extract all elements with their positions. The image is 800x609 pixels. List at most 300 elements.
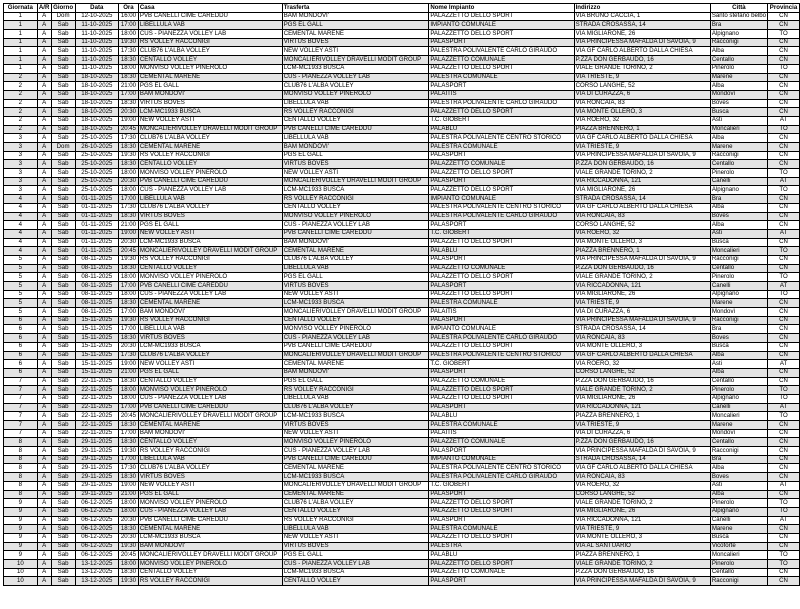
cell-giornata: 4 (4, 203, 38, 212)
header-giorno: Giorno (53, 3, 74, 11)
cell-data: 06-12-2025 (75, 542, 118, 551)
cell-ora: 18:00 (119, 507, 139, 516)
cell-indirizzo: CORSO LANGHE, 52 (574, 368, 710, 377)
cell-ar: A (37, 507, 51, 516)
table-row (4, 308, 800, 317)
cell-provincia: CN (768, 73, 800, 82)
cell-data: 22-11-2025 (75, 421, 118, 430)
cell-citta: Marene (710, 299, 767, 308)
cell-data: 29-11-2025 (75, 455, 118, 464)
cell-ora: 20:30 (119, 177, 139, 186)
cell-giorno: Sab (51, 438, 75, 447)
cell-ora: 18:00 (119, 64, 139, 73)
cell-ora: 21:00 (119, 221, 139, 230)
cell-data: 22-11-2025 (75, 403, 118, 412)
cell-ar: A (37, 212, 51, 221)
cell-indirizzo: CORSO LANGHE, 52 (574, 221, 710, 230)
cell-casa: NEW VOLLEY ASTI (138, 229, 282, 238)
cell-giornata: 2 (4, 90, 38, 99)
cell-giorno: Sab (51, 186, 75, 195)
cell-trasferta: CLUB76 L'ALBA VOLLEY (282, 403, 429, 412)
cell-trasferta: MONCALIERIVOLLEY DRAVELLI MODIT GROUP (282, 308, 429, 317)
cell-trasferta: PGS EL GALL (282, 151, 429, 160)
cell-indirizzo: VIALE GRANDE TORINO, 2 (574, 560, 710, 569)
cell-casa: CENTALLO VOLLEY (138, 377, 282, 386)
table-row (4, 151, 800, 160)
cell-provincia: CN (768, 351, 800, 360)
cell-indirizzo: CORSO LANGHE, 52 (574, 82, 710, 91)
header-nome-impianto: Nome Impianto (429, 4, 574, 13)
cell-giornata: 8 (4, 464, 38, 473)
cell-trasferta: CLUB76 L'ALBA VOLLEY (282, 255, 429, 264)
cell-data: 01-11-2025 (75, 212, 118, 221)
cell-giornata: 5 (4, 299, 38, 308)
cell-trasferta: MONCALIERIVOLLEY DRAVELLI MODIT GROUP (282, 56, 429, 65)
cell-trasferta: RS VOLLEY RACCONIGI (282, 386, 429, 395)
table-row (4, 212, 800, 221)
cell-giorno: Sab (51, 273, 75, 282)
cell-giorno: Sab (51, 507, 75, 516)
cell-citta: Racconigi (710, 577, 767, 586)
table-row (4, 464, 800, 473)
cell-citta: Alpignano (710, 507, 767, 516)
cell-provincia: CN (768, 429, 800, 438)
cell-provincia: AT (768, 229, 800, 238)
cell-indirizzo: VIA PRINCIPESSA MAFALDA DI SAVOIA, 9 (574, 447, 710, 456)
cell-provincia: CN (768, 421, 800, 430)
cell-ora: 21:00 (119, 368, 139, 377)
cell-nome-impianto: PALAZZETTO DELLO SPORT (429, 30, 574, 39)
cell-indirizzo: PIAZZA BRENNERO, 1 (574, 551, 710, 560)
cell-citta: Boves (710, 212, 767, 221)
cell-casa: CENTALLO VOLLEY (138, 438, 282, 447)
cell-casa: MONCALIERIVOLLEY DRAVELLI MODIT GROUP (138, 125, 282, 134)
cell-provincia: CN (768, 143, 800, 152)
cell-giorno: Sab (51, 212, 75, 221)
table-row (4, 160, 800, 169)
cell-giornata: 5 (4, 308, 38, 317)
cell-casa: CUS - PIANEZZA VOLLEY LAB (138, 30, 282, 39)
cell-citta: Alba (710, 47, 767, 56)
cell-trasferta: MONVISO VOLLEY PINEROLO (282, 438, 429, 447)
cell-nome-impianto: PALAZZETTO DELLO SPORT (429, 186, 574, 195)
cell-giornata: 1 (4, 64, 38, 73)
cell-casa: PGS EL GALL (138, 82, 282, 91)
cell-provincia: CN (768, 12, 800, 21)
cell-provincia: AT (768, 282, 800, 291)
cell-data: 18-10-2025 (75, 125, 118, 134)
cell-giorno: Sab (51, 255, 75, 264)
cell-casa: NEW VOLLEY ASTI (138, 116, 282, 125)
cell-giorno: Sab (51, 394, 75, 403)
table-row (4, 99, 800, 108)
cell-data: 25-10-2025 (75, 160, 118, 169)
cell-citta: Alba (710, 464, 767, 473)
table-row (4, 568, 800, 577)
cell-data: 25-10-2025 (75, 186, 118, 195)
cell-ora: 17:30 (119, 47, 139, 56)
cell-provincia: TO (768, 499, 800, 508)
cell-giorno: Dom (51, 12, 75, 21)
cell-ar: A (37, 282, 51, 291)
cell-casa: CEMENTAL MARENE (138, 299, 282, 308)
cell-ora: 18:30 (119, 299, 139, 308)
cell-trasferta: MONCALIERIVOLLEY DRAVELLI MODIT GROUP (282, 177, 429, 186)
cell-giornata: 2 (4, 99, 38, 108)
cell-citta: Canelli (710, 403, 767, 412)
cell-ora: 18:00 (119, 394, 139, 403)
cell-giorno: Sab (51, 195, 75, 204)
cell-indirizzo: VIA PRINCIPESSA MAFALDA DI SAVOIA, 9 (574, 38, 710, 47)
cell-giornata: 10 (4, 560, 38, 569)
cell-giornata: 3 (4, 151, 38, 160)
cell-giornata: 2 (4, 82, 38, 91)
table-row (4, 290, 800, 299)
cell-trasferta: RS VOLLEY RACCONIGI (282, 516, 429, 525)
cell-indirizzo: VIA RONCAIA, 83 (574, 334, 710, 343)
cell-nome-impianto: PALESTRA POLIVALENTE CARLO GIRAUDO (429, 334, 574, 343)
cell-provincia: CN (768, 377, 800, 386)
cell-data: 08-11-2025 (75, 273, 118, 282)
cell-nome-impianto: PALASPORT (429, 82, 574, 91)
table-row (4, 421, 800, 430)
cell-nome-impianto: PALASPORT (429, 577, 574, 586)
table-row (4, 125, 800, 134)
cell-giorno: Sab (51, 447, 75, 456)
cell-giorno: Sab (51, 160, 75, 169)
cell-citta: Alpignano (710, 394, 767, 403)
table-row (4, 473, 800, 482)
cell-ar: A (37, 490, 51, 499)
cell-nome-impianto: T.C. GIOBERT (429, 360, 574, 369)
cell-trasferta: LIBELLULA VAB (282, 134, 429, 143)
cell-nome-impianto: PALESTRA POLIVALENTE CARLO GIRAUDO (429, 212, 574, 221)
cell-ora: 19:30 (119, 38, 139, 47)
cell-ar: A (37, 99, 51, 108)
cell-giornata: 5 (4, 290, 38, 299)
cell-indirizzo: VIA GF CARLO ALBERTO DALLA CHIESA (574, 134, 710, 143)
cell-nome-impianto: PALESTRA COMUNALE (429, 525, 574, 534)
cell-giorno: Sab (51, 169, 75, 178)
cell-ar: A (37, 429, 51, 438)
cell-indirizzo: VIALE GRANDE TORINO, 2 (574, 169, 710, 178)
cell-citta: Alpignano (710, 290, 767, 299)
cell-ora: 20:30 (119, 516, 139, 525)
cell-data: 06-12-2025 (75, 516, 118, 525)
cell-indirizzo: PIAZZA BRENNERO, 1 (574, 412, 710, 421)
cell-trasferta: CUS - PIANEZZA VOLLEY LAB (282, 447, 429, 456)
cell-giorno: Sab (51, 47, 75, 56)
cell-trasferta: PGS EL GALL (282, 21, 429, 30)
cell-casa: CEMENTAL MARENE (138, 525, 282, 534)
cell-provincia: CN (768, 299, 800, 308)
cell-ar: A (37, 299, 51, 308)
header-ora: Ora (119, 4, 139, 13)
cell-ar: A (37, 186, 51, 195)
cell-citta: Centallo (710, 56, 767, 65)
cell-giorno: Sab (51, 568, 75, 577)
cell-ar: A (37, 542, 51, 551)
table-row (4, 177, 800, 186)
table-row (4, 73, 800, 82)
cell-data: 08-11-2025 (75, 299, 118, 308)
cell-indirizzo: VIA RONCAIA, 83 (574, 473, 710, 482)
cell-ar: A (37, 160, 51, 169)
cell-ar: A (37, 377, 51, 386)
cell-casa: NEW VOLLEY ASTI (138, 481, 282, 490)
cell-data: 11-10-2025 (75, 30, 118, 39)
cell-data: 15-11-2025 (75, 334, 118, 343)
table-row (4, 38, 800, 47)
cell-citta: Asti (710, 116, 767, 125)
cell-ora: 18:00 (119, 386, 139, 395)
cell-data: 18-10-2025 (75, 73, 118, 82)
cell-trasferta: VIRTUS BOVES (282, 160, 429, 169)
cell-indirizzo: VIA MONTE OLLERO, 3 (574, 238, 710, 247)
cell-provincia: CN (768, 308, 800, 317)
cell-giorno: Sab (51, 151, 75, 160)
cell-trasferta: BAM MONDOVI' (282, 143, 429, 152)
cell-nome-impianto: PALESTRA POLIVALENTE CENTRO STORICO (429, 464, 574, 473)
cell-data: 06-12-2025 (75, 533, 118, 542)
cell-ar: A (37, 151, 51, 160)
cell-indirizzo: VIA GF CARLO ALBERTO DALLA CHIESA (574, 464, 710, 473)
table-row (4, 90, 800, 99)
cell-casa: RS VOLLEY RACCONIGI (138, 151, 282, 160)
cell-giorno: Sab (51, 229, 75, 238)
cell-provincia: TO (768, 290, 800, 299)
table-row (4, 282, 800, 291)
cell-trasferta: LIBELLULA VAB (282, 394, 429, 403)
cell-citta: Racconigi (710, 38, 767, 47)
cell-trasferta: LCM-MC1933 BUSCA (282, 186, 429, 195)
cell-provincia: TO (768, 560, 800, 569)
cell-citta: Moncalieri (710, 551, 767, 560)
cell-ar: A (37, 334, 51, 343)
schedule-table (3, 3, 800, 586)
cell-data: 26-10-2025 (75, 143, 118, 152)
cell-indirizzo: P.ZZA DON GERBAUDO, 16 (574, 160, 710, 169)
table-row (4, 447, 800, 456)
cell-giornata: 3 (4, 143, 38, 152)
cell-ora: 18:00 (119, 30, 139, 39)
cell-ar: A (37, 56, 51, 65)
cell-trasferta: CENTALLO VOLLEY (282, 203, 429, 212)
cell-ar: A (37, 73, 51, 82)
cell-trasferta: MONCALIERIVOLLEY DRAVELLI MODIT GROUP (282, 481, 429, 490)
cell-casa: LCM-MC1933 BUSCA (138, 238, 282, 247)
cell-ar: A (37, 221, 51, 230)
cell-nome-impianto: PALAZZETTO COMUNALE (429, 160, 574, 169)
cell-indirizzo: VIA DI CURAZZA, 6 (574, 429, 710, 438)
cell-nome-impianto: PALAZZETTO DELLO SPORT (429, 499, 574, 508)
cell-indirizzo: VIALE GRANDE TORINO, 2 (574, 499, 710, 508)
cell-provincia: CN (768, 334, 800, 343)
cell-citta: Boves (710, 99, 767, 108)
cell-provincia: TO (768, 64, 800, 73)
cell-ar: A (37, 360, 51, 369)
cell-casa: VIRTUS BOVES (138, 212, 282, 221)
cell-giornata: 5 (4, 255, 38, 264)
cell-indirizzo: VIA TRIESTE, 9 (574, 299, 710, 308)
cell-indirizzo: STRADA CROSASSA, 14 (574, 21, 710, 30)
cell-citta: Canelli (710, 177, 767, 186)
cell-indirizzo: VIA MONTE OLLERO, 3 (574, 342, 710, 351)
cell-data: 06-12-2025 (75, 551, 118, 560)
cell-citta: Centallo (710, 377, 767, 386)
cell-ora: 17:00 (119, 403, 139, 412)
cell-indirizzo: PIAZZA BRENNERO, 1 (574, 247, 710, 256)
cell-nome-impianto: PALASPORT (429, 177, 574, 186)
cell-ar: A (37, 264, 51, 273)
cell-trasferta: PVB CANELLI CIME CAREDDU (282, 455, 429, 464)
cell-trasferta: CENTALLO VOLLEY (282, 507, 429, 516)
cell-giorno: Sab (51, 455, 75, 464)
cell-trasferta: NEW VOLLEY ASTI (282, 47, 429, 56)
cell-giornata: 8 (4, 455, 38, 464)
cell-citta: Pinerolo (710, 273, 767, 282)
cell-giorno: Sab (51, 533, 75, 542)
cell-giornata: 1 (4, 12, 38, 21)
cell-provincia: CN (768, 525, 800, 534)
cell-provincia: CN (768, 99, 800, 108)
cell-data: 22-11-2025 (75, 386, 118, 395)
cell-provincia: CN (768, 533, 800, 542)
cell-provincia: CN (768, 82, 800, 91)
cell-nome-impianto: PALASPORT (429, 516, 574, 525)
cell-giorno: Sab (51, 316, 75, 325)
cell-data: 29-11-2025 (75, 447, 118, 456)
header-giornata: Giornata (4, 4, 38, 13)
cell-ar: A (37, 125, 51, 134)
cell-data: 06-12-2025 (75, 507, 118, 516)
cell-data: 29-11-2025 (75, 490, 118, 499)
cell-casa: LIBELLULA VAB (138, 455, 282, 464)
cell-data: 11-10-2025 (75, 38, 118, 47)
cell-trasferta: NEW VOLLEY ASTI (282, 290, 429, 299)
cell-trasferta: CUS - PIANEZZA VOLLEY LAB (282, 560, 429, 569)
cell-giornata: 4 (4, 195, 38, 204)
cell-casa: CLUB76 L'ALBA VOLLEY (138, 47, 282, 56)
cell-indirizzo: VIA PRINCIPESSA MAFALDA DI SAVOIA, 9 (574, 316, 710, 325)
cell-ar: A (37, 169, 51, 178)
cell-nome-impianto: PALAZZETTO DELLO SPORT (429, 12, 574, 21)
cell-provincia: TO (768, 247, 800, 256)
cell-trasferta: LIBELLULA VAB (282, 99, 429, 108)
cell-nome-impianto: PALASPORT (429, 368, 574, 377)
cell-casa: CENTALLO VOLLEY (138, 264, 282, 273)
table-row (4, 203, 800, 212)
table-row (4, 299, 800, 308)
cell-trasferta: LIBELLULA VAB (282, 264, 429, 273)
cell-nome-impianto: PALASPORT (429, 447, 574, 456)
cell-nome-impianto: T.C. GIOBERT (429, 481, 574, 490)
cell-provincia: TO (768, 186, 800, 195)
cell-nome-impianto: PALAZZETTO DELLO SPORT (429, 108, 574, 117)
cell-ora: 18:30 (119, 99, 139, 108)
header-citta: Città (710, 4, 767, 13)
cell-ora: 20:45 (119, 125, 139, 134)
table-row (4, 438, 800, 447)
cell-giornata: 1 (4, 30, 38, 39)
cell-ar: A (37, 255, 51, 264)
cell-ar: A (37, 30, 51, 39)
cell-giornata: 4 (4, 229, 38, 238)
cell-ora: 17:00 (119, 429, 139, 438)
cell-casa: PGS EL GALL (138, 368, 282, 377)
cell-casa: CENTALLO VOLLEY (138, 568, 282, 577)
cell-nome-impianto: PALAZZETTO DELLO SPORT (429, 290, 574, 299)
cell-citta: Mondovì (710, 308, 767, 317)
cell-ora: 20:45 (119, 412, 139, 421)
cell-casa: CUS - PIANEZZA VOLLEY LAB (138, 290, 282, 299)
cell-casa: CUS - PIANEZZA VOLLEY LAB (138, 507, 282, 516)
cell-giornata: 2 (4, 73, 38, 82)
cell-ar: A (37, 177, 51, 186)
cell-casa: BAM MONDOVI' (138, 542, 282, 551)
cell-ora: 18:30 (119, 334, 139, 343)
cell-provincia: CN (768, 21, 800, 30)
cell-provincia: CN (768, 221, 800, 230)
cell-giorno: Sab (51, 499, 75, 508)
cell-nome-impianto: PALAZZETTO COMUNALE (429, 264, 574, 273)
cell-trasferta: RS VOLLEY RACCONIGI (282, 108, 429, 117)
cell-ora: 18:00 (119, 560, 139, 569)
cell-provincia: AT (768, 360, 800, 369)
table-row (4, 325, 800, 334)
cell-giornata: 4 (4, 247, 38, 256)
cell-casa: BAM MONDOVI' (138, 429, 282, 438)
cell-citta: Bra (710, 325, 767, 334)
cell-ar: A (37, 368, 51, 377)
cell-provincia: CN (768, 542, 800, 551)
cell-nome-impianto: PALAITIS (429, 429, 574, 438)
cell-ar: A (37, 412, 51, 421)
cell-provincia: CN (768, 325, 800, 334)
cell-trasferta: CEMENTAL MARENE (282, 464, 429, 473)
cell-giornata: 2 (4, 108, 38, 117)
cell-citta: Moncalieri (710, 247, 767, 256)
cell-ora: 20:30 (119, 342, 139, 351)
cell-giornata: 4 (4, 221, 38, 230)
cell-giorno: Sab (51, 377, 75, 386)
table-row (4, 507, 800, 516)
cell-trasferta: MONCALIERIVOLLEY DRAVELLI MODIT GROUP (282, 351, 429, 360)
cell-provincia: TO (768, 412, 800, 421)
cell-nome-impianto: PALAZZETTO DELLO SPORT (429, 394, 574, 403)
cell-ar: A (37, 455, 51, 464)
cell-ora: 18:30 (119, 143, 139, 152)
cell-data: 01-11-2025 (75, 238, 118, 247)
cell-giornata: 5 (4, 273, 38, 282)
cell-indirizzo: VIA RICCADONNA, 121 (574, 516, 710, 525)
cell-giornata: 9 (4, 525, 38, 534)
table-row (4, 316, 800, 325)
cell-casa: PVB CANELLI CIME CAREDDU (138, 516, 282, 525)
cell-data: 08-11-2025 (75, 255, 118, 264)
cell-provincia: TO (768, 507, 800, 516)
cell-indirizzo: VIA ROERO, 32 (574, 360, 710, 369)
cell-nome-impianto: PALESTRA POLIVALENTE CENTRO STORICO (429, 203, 574, 212)
cell-data: 15-11-2025 (75, 325, 118, 334)
table-row (4, 360, 800, 369)
cell-nome-impianto: PALASPORT (429, 221, 574, 230)
cell-provincia: AT (768, 516, 800, 525)
table-row (4, 412, 800, 421)
cell-giorno: Dom (51, 143, 75, 152)
cell-ar: A (37, 290, 51, 299)
table-row (4, 551, 800, 560)
